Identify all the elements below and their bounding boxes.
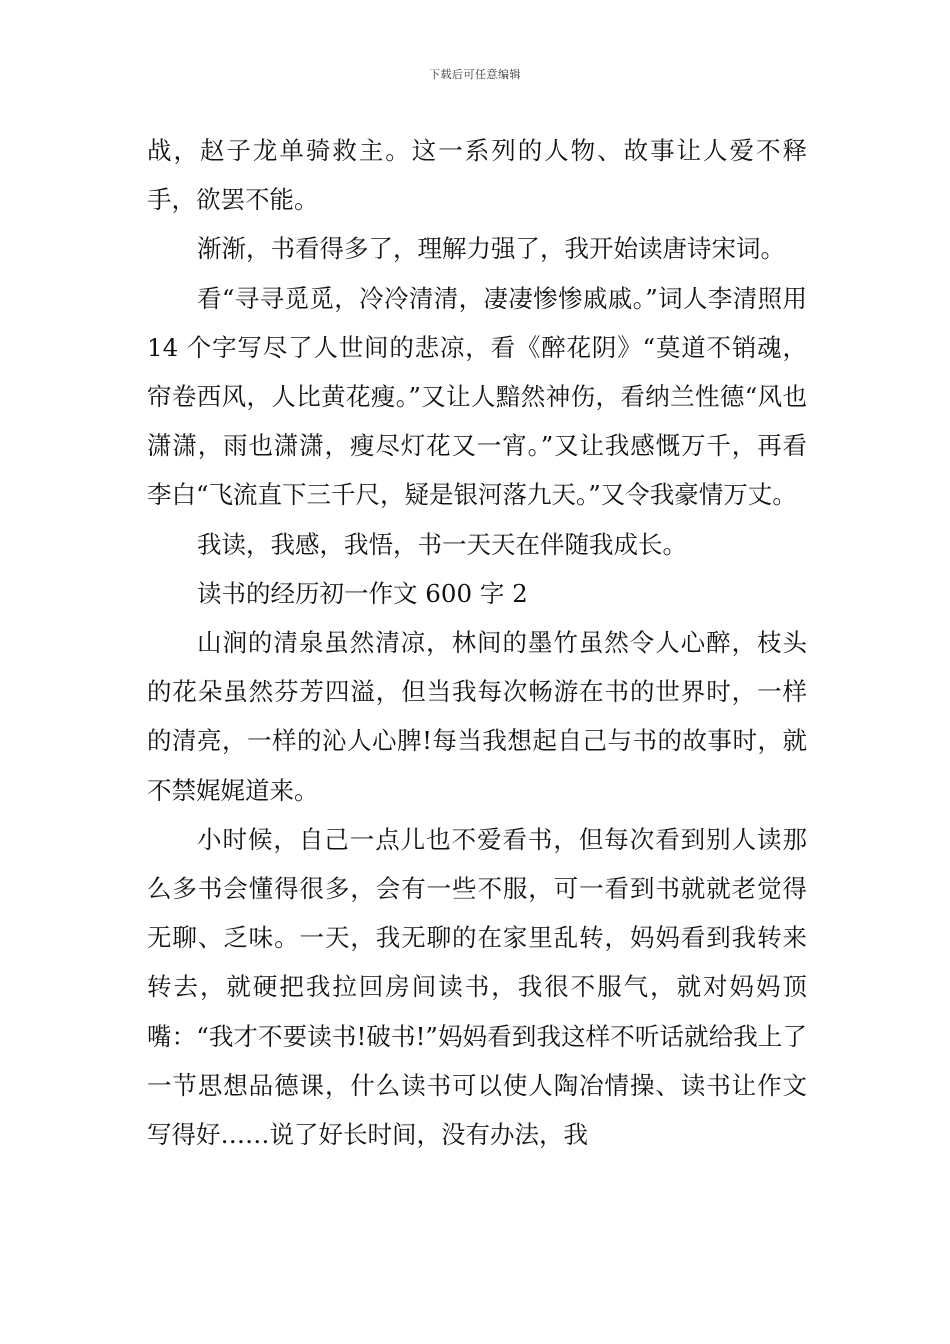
section-title: 读书的经历初一作文 600 字 2: [197, 578, 528, 608]
paragraph: 渐渐，书看得多了，理解力强了，我开始读唐诗宋词。: [197, 234, 785, 264]
page-header: 下载后可任意编辑: [429, 68, 521, 81]
paragraph: 我读，我感，我悟，书一天天在伴随我成长。: [197, 529, 687, 559]
paragraph: 战，赵子龙单骑救主。这一系列的人物、故事让人爱不释手，欲罢不能。: [147, 136, 807, 215]
paragraph: 小时候，自己一点儿也不爱看书，但每次看到别人读那么多书会懂得很多，会有一些不服，可一看到书就就老觉得无聊、乏味。一天，我无聊的在家里乱转，妈妈看到我转来转去，就硬把我拉回房间读书，我很不服气，就对妈妈顶嘴：“我才不要读书!破书!”妈妈看到我这样不听话就给我上了一节思想品德课，什么读书可以使人陶冶情操、读书让作文写得好……说了好长时间，没有办法，我: [147, 824, 807, 1150]
paragraph: 山涧的清泉虽然清凉，林间的墨竹虽然令人心醉，枝头的花朵虽然芬芳四溢，但当我每次畅游在书的世界时，一样的清亮，一样的沁人心脾!每当我想起自己与书的故事时，就不禁娓娓道来。: [147, 628, 807, 805]
paragraph: 看“寻寻觅觅，冷冷清清，凄凄惨惨戚戚。”词人李清照用 14 个字写尽了人世间的悲凉，看《醉花阴》“莫道不销魂，帘卷西风，人比黄花瘦。”又让人黯然神伤，看纳兰性德“风也潇潇，雨也潇潇，瘦尽灯花又一宵。”又让我感慨万千，再看李白“飞流直下三千尺，疑是银河落九天。”又令我豪情万丈。: [147, 283, 807, 510]
document-body: [147, 126, 807, 1159]
